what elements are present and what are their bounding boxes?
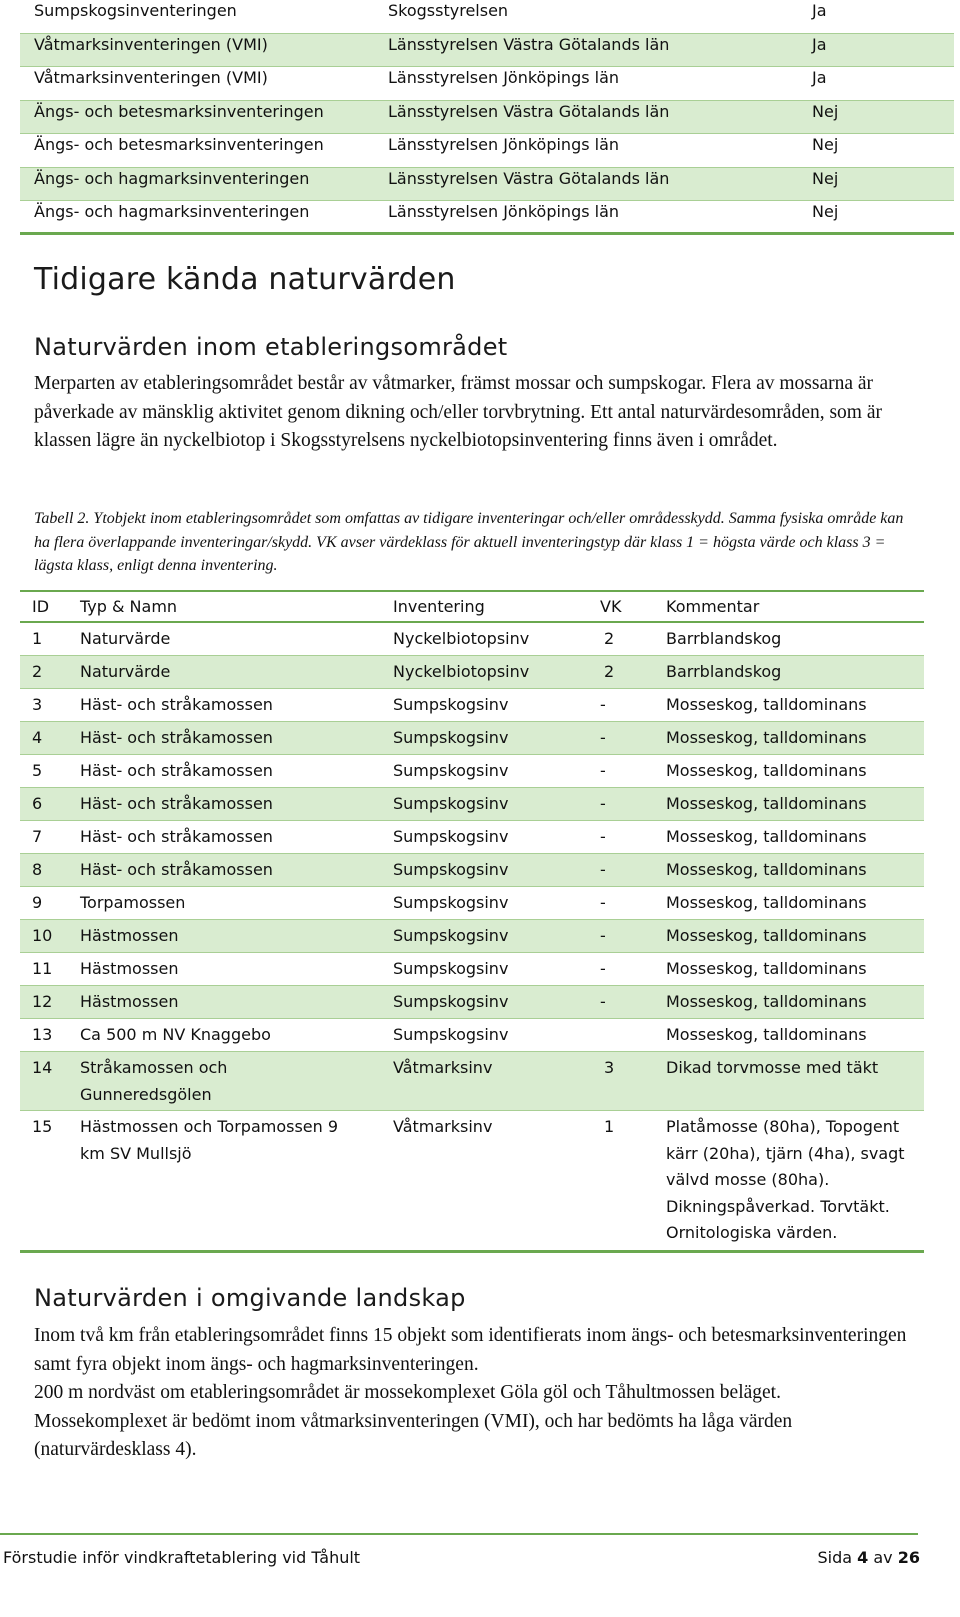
cell-vk: 3 (604, 1058, 615, 1077)
inventory-name: Ängs- och hagmarksinventeringen (34, 168, 310, 188)
cell-type: Häst- och stråkamossen (80, 860, 273, 879)
cell-inventory: Sumpskogsinv (393, 1025, 509, 1044)
cell-vk: - (600, 728, 606, 747)
table-row (20, 1052, 924, 1111)
cell-inventory: Sumpskogsinv (393, 893, 509, 912)
cell-type: Hästmossen (80, 926, 179, 945)
cell-inventory: Sumpskogsinv (393, 728, 509, 747)
cell-vk: - (600, 860, 606, 879)
cell-comment: Barrblandskog (666, 629, 782, 648)
cell-type: Häst- och stråkamossen (80, 761, 273, 780)
coverage-value: Nej (812, 168, 839, 188)
table-row (20, 953, 924, 986)
table-row (20, 788, 924, 821)
cell-comment: Mosseskog, talldominans (666, 728, 867, 747)
page-number (817, 1548, 920, 1567)
cell-inventory: Sumpskogsinv (393, 959, 509, 978)
cell-vk: - (600, 761, 606, 780)
authority: Länsstyrelsen Jönköpings län (388, 68, 620, 87)
cell-id: 6 (32, 794, 43, 813)
cell-inventory: Sumpskogsinv (393, 827, 509, 846)
objects-table (20, 590, 924, 1253)
authority: Länsstyrelsen Jönköpings län (388, 202, 620, 221)
authority: Skogsstyrelsen (388, 1, 509, 20)
cell-id: 13 (32, 1025, 53, 1044)
table-header (20, 590, 924, 623)
cell-comment: Dikad torvmosse med täkt (666, 1058, 879, 1077)
cell-type: Ca 500 m NV Knaggebo (80, 1025, 271, 1044)
cell-type: Häst- och stråkamossen (80, 695, 273, 714)
inventory-name: Ängs- och hagmarksinventeringen (34, 202, 310, 221)
table-row (20, 821, 924, 854)
footer-divider (0, 1533, 918, 1535)
table-row (20, 1111, 924, 1253)
table-row (20, 623, 924, 656)
inventory-name: Våtmarksinventeringen (VMI) (34, 34, 268, 54)
header-comment: Kommentar (666, 597, 760, 616)
cell-inventory: Sumpskogsinv (393, 695, 509, 714)
table-row (20, 920, 924, 953)
cell-type: Hästmossen (80, 959, 179, 978)
page-current: 4 (857, 1548, 869, 1567)
cell-inventory: Sumpskogsinv (393, 860, 509, 879)
cell-vk: - (600, 695, 606, 714)
table-caption: Tabell 2. Ytobjekt inom etableringsområdet som omfattas av tidigare inventeringar och/eller områdesskydd. Samma fysiska område kan ha flera överlappande inventeringar/skydd. VK avser värdeklass för aktuell inventeringstyp där klass 1 = högsta värde och klass 3 = lägsta klass, enligt denna inventering. (34, 510, 904, 574)
table-row (20, 34, 954, 68)
cell-comment: Mosseskog, talldominans (666, 794, 867, 813)
cell-type: Naturvärde (80, 629, 171, 648)
cell-id: 8 (32, 860, 43, 879)
cell-comment: Mosseskog, talldominans (666, 992, 867, 1011)
page-label: Sida (817, 1548, 853, 1567)
cell-type: Hästmossen och Torpamossen 9 km SV Mullsjö (80, 1117, 339, 1163)
cell-id: 12 (32, 992, 53, 1011)
table-row (20, 986, 924, 1019)
coverage-value: Ja (812, 68, 827, 87)
page-total: 26 (897, 1548, 920, 1567)
table-row (20, 887, 924, 920)
cell-id: 2 (32, 662, 43, 681)
cell-vk: - (600, 893, 606, 912)
cell-inventory: Sumpskogsinv (393, 926, 509, 945)
cell-id: 11 (32, 959, 53, 978)
cell-id: 4 (32, 728, 43, 747)
cell-id: 7 (32, 827, 43, 846)
cell-comment: Mosseskog, talldominans (666, 761, 867, 780)
cell-id: 14 (32, 1058, 53, 1077)
table-row (20, 722, 924, 755)
table-row (20, 0, 954, 34)
cell-vk: - (600, 992, 606, 1011)
cell-type: Stråkamossen och Gunneredsgölen (80, 1058, 228, 1104)
cell-id: 3 (32, 695, 43, 714)
inventory-name: Våtmarksinventeringen (VMI) (34, 68, 268, 87)
cell-id: 5 (32, 761, 43, 780)
cell-id: 15 (32, 1117, 53, 1136)
coverage-value: Nej (812, 202, 839, 221)
cell-comment: Mosseskog, talldominans (666, 1025, 867, 1044)
cell-comment: Barrblandskog (666, 662, 782, 681)
table-row (20, 656, 924, 689)
cell-vk: - (600, 926, 606, 945)
subsection-heading: Naturvärden i omgivande landskap (34, 1284, 466, 1312)
table-row (20, 168, 954, 202)
cell-type: Naturvärde (80, 662, 171, 681)
table-row (20, 689, 924, 722)
cell-comment: Mosseskog, talldominans (666, 827, 867, 846)
coverage-value: Nej (812, 135, 839, 154)
cell-type: Häst- och stråkamossen (80, 827, 273, 846)
header-inventory: Inventering (393, 597, 485, 616)
cell-type: Häst- och stråkamossen (80, 794, 273, 813)
inventory-name: Sumpskogsinventeringen (34, 1, 237, 20)
cell-id: 10 (32, 926, 53, 945)
subsection-heading: Naturvärden inom etableringsområdet (34, 333, 508, 361)
table-row (20, 755, 924, 788)
cell-inventory: Sumpskogsinv (393, 761, 509, 780)
table-row (20, 1019, 924, 1052)
cell-type: Torpamossen (80, 893, 186, 912)
cell-vk: - (600, 827, 606, 846)
body-paragraph: Inom två km från etableringsområdet finns 15 objekt som identifierats inom ängs- och betesmarksinventeringen samt fyra objekt inom ängs- och hagmarksinventeringen. (34, 1325, 907, 1375)
table-row (20, 134, 954, 168)
cell-comment: Mosseskog, talldominans (666, 695, 867, 714)
header-type: Typ & Namn (80, 597, 178, 616)
authority: Länsstyrelsen Jönköpings län (388, 135, 620, 154)
authority: Länsstyrelsen Västra Götalands län (388, 101, 670, 121)
table-row (20, 67, 954, 101)
cell-id: 9 (32, 893, 43, 912)
section-heading: Tidigare kända naturvärden (34, 262, 456, 297)
table-row (20, 101, 954, 135)
table-row (20, 854, 924, 887)
cell-inventory: Våtmarksinv (393, 1117, 493, 1136)
cell-comment: Platåmosse (80ha), Topogent kärr (20ha), tjärn (4ha), svagt välvd mosse (80ha). Dikningspåverkad. Torvtäkt. Ornitologiska värden. (666, 1117, 905, 1242)
cell-comment: Mosseskog, talldominans (666, 893, 867, 912)
coverage-value: Nej (812, 101, 839, 121)
header-vk: VK (600, 597, 622, 616)
cell-vk: 1 (604, 1117, 615, 1136)
authority: Länsstyrelsen Västra Götalands län (388, 34, 670, 54)
coverage-value: Ja (812, 1, 827, 20)
table-row (20, 201, 954, 235)
inventory-name: Ängs- och betesmarksinventeringen (34, 135, 324, 154)
cell-type: Hästmossen (80, 992, 179, 1011)
cell-inventory: Nyckelbiotopsinv (393, 662, 530, 681)
body-paragraph: Merparten av etableringsområdet består av våtmarker, främst mossar och sumpskogar. Flera av mossarna är påverkade av mänsklig aktivitet genom dikning och/eller torvbrytning. Ett antal naturvärdesområden, som är klassen lägre än nyckelbiotop i Skogsstyrelsens nyckelbiotopsinventering finns även i området. (34, 373, 883, 451)
cell-comment: Mosseskog, talldominans (666, 860, 867, 879)
cell-inventory: Sumpskogsinv (393, 794, 509, 813)
cell-inventory: Nyckelbiotopsinv (393, 629, 530, 648)
cell-inventory: Våtmarksinv (393, 1058, 493, 1077)
cell-comment: Mosseskog, talldominans (666, 926, 867, 945)
cell-type: Häst- och stråkamossen (80, 728, 273, 747)
cell-vk: 2 (604, 629, 615, 648)
cell-comment: Mosseskog, talldominans (666, 959, 867, 978)
cell-id: 1 (32, 629, 43, 648)
header-id: ID (32, 597, 50, 616)
footer-document-title: Förstudie inför vindkraftetablering vid Tåhult (3, 1548, 361, 1567)
cell-vk: 2 (604, 662, 615, 681)
authority: Länsstyrelsen Västra Götalands län (388, 168, 670, 188)
cell-vk: - (600, 959, 606, 978)
coverage-value: Ja (812, 34, 827, 54)
cell-vk: - (600, 794, 606, 813)
inventory-list-table (20, 0, 954, 235)
page-sep: av (873, 1548, 893, 1567)
inventory-name: Ängs- och betesmarksinventeringen (34, 101, 324, 121)
cell-inventory: Sumpskogsinv (393, 992, 509, 1011)
body-paragraph: 200 m nordväst om etableringsområdet är mossekomplexet Göla göl och Tåhultmossen beläget. Mossekomplexet är bedömt inom våtmarksinventeringen (VMI), och har bedömts ha låga värden (naturvärdesklass 4). (34, 1382, 793, 1460)
